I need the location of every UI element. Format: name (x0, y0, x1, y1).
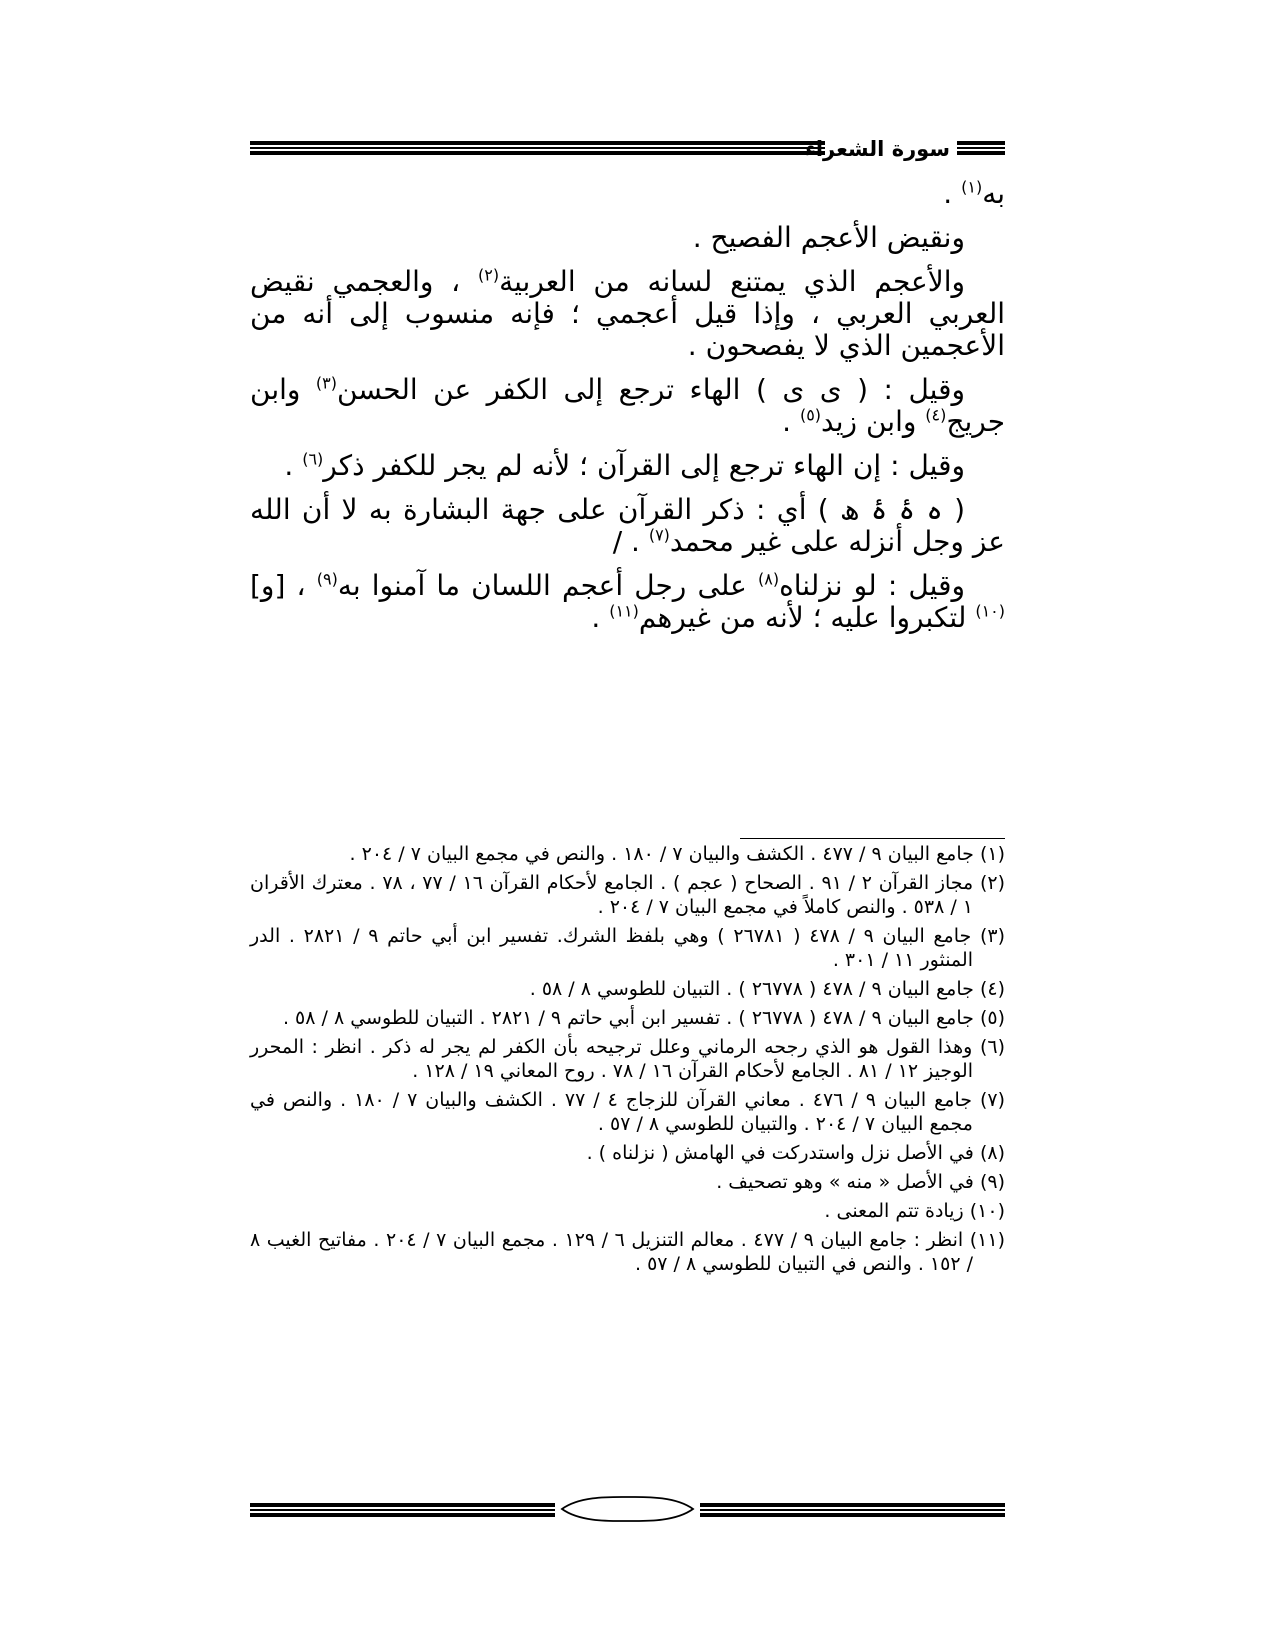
quran-glyphs-2: ہ ۂ ۂ ھ (840, 493, 943, 526)
surah-title: سورة الشعراء (805, 137, 950, 161)
footnote-ref-10: (١٠) (975, 601, 1005, 621)
footnote-ref-5: (٥) (799, 405, 822, 425)
header-rule-left (250, 141, 825, 156)
footnote-ref-8: (٨) (757, 569, 780, 589)
footnote-3: (٣) جامع البيان ٩ / ٤٧٨ ( ٢٦٧٨١ ) وهي بلفظ الشرك. تفسير ابن أبي حاتم ٩ / ٢٨٢١ . الدر المنثور ١١ / ٣٠١ . (250, 925, 1006, 971)
footnote-8: (٨) في الأصل نزل واستدركت في الهامش ( نزلناه ) . (586, 1142, 1005, 1164)
footnote-ref-6: (٦) (302, 449, 324, 469)
page-footer-ornament (250, 1494, 1005, 1524)
footnote-5: (٥) جامع البيان ٩ / ٤٧٨ ( ٢٦٧٧٨ ) . تفسير ابن أبي حاتم ٩ / ٢٨٢١ . التبيان للطوسي ٨ / ٥٨ . (282, 1007, 1005, 1029)
footnote-ref-9: (٩) (316, 569, 338, 589)
footnote-4: (٤) جامع البيان ٩ / ٤٧٨ ( ٢٦٧٧٨ ) . التبيان للطوسي ٨ / ٥٨ . (529, 978, 1005, 1000)
paragraph-2: ونقيض الأعجم الفصيح . (692, 221, 965, 254)
footnotes (250, 842, 1005, 1281)
footnote-ref-1: (١) (961, 177, 983, 197)
footnote-ref-3: (٣) (315, 373, 337, 393)
footer-oval-ornament (560, 1494, 695, 1524)
footer-rule-left (250, 1503, 555, 1519)
footnote-ref-4: (٤) (925, 405, 947, 425)
footnote-6: (٦) وهذا القول هو الذي رجحه الرماني وعلل ترجيحه بأن الكفر لم يجر له ذكر . انظر : المحرر الوجيز ١٢ / ٨١ . الجامع لأحكام القرآن ١٦ / ٧٨ . روح المعاني ١٩ / ١٢٨ . (250, 1036, 1005, 1082)
header-rule-right (957, 141, 1005, 156)
footnote-ref-11: (١١) (609, 601, 639, 621)
paragraph-3: والأعجم الذي يمتنع لسانه من العربية$^{(٢)}$ ، والعجمي نقيض العربي العربي ، وإذا قيل أعجمي ؛ فإنه منسوب إلى أنه من الأعجمين الذي لا يفصحون . (250, 265, 1005, 362)
paragraph-7: وقيل : لو نزلناه$^{(٨)}$ على رجل أعجم اللسان ما آمنوا به$^{(٩)}$ ، [و]$^{(١٠)}$ لتكبروا عليه ؛ لأنه من غيرهم$^{(١١)}$ . (250, 569, 1005, 634)
footnote-10: (١٠) زيادة تتم المعنى . (824, 1200, 1005, 1222)
footnote-7: (٧) جامع البيان ٩ / ٤٧٦ . معاني القرآن للزجاج ٤ / ٧٧ . الكشف والبيان ٧ / ١٨٠ . والنص في مجمع البيان ٧ / ٢٠٤ . والتبيان للطوسي ٨ / ٥٧ . (250, 1089, 1006, 1135)
footnote-ref-2: (٢) (478, 265, 500, 285)
page-header (250, 136, 1005, 162)
footnote-2: (٢) مجاز القرآن ٢ / ٩١ . الصحاح ( عجم ) . الجامع لأحكام القرآن ١٦ / ٧٧ ، ٧٨ . معترك الأقران ١ / ٥٣٨ . والنص كاملاً في مجمع البيان ٧ / ٢٠٤ . (250, 872, 1006, 918)
main-text (250, 178, 1005, 646)
footer-rule-right (700, 1503, 1005, 1519)
paragraph-6: ( ہ ۂ ۂ ھ ) أي : ذكر القرآن على جهة البشارة به لا أن الله عز وجل أنزله على غير محمد$^{(٧)}$ . / (250, 493, 1005, 558)
footnote-11: (١١) انظر : جامع البيان ٩ / ٤٧٧ . معالم التنزيل ٦ / ١٢٩ . مجمع البيان ٧ / ٢٠٤ . مفاتيح الغيب ٨ / ١٥٢ . والنص في التبيان للطوسي ٨ / ٥٧ . (250, 1229, 1006, 1275)
paragraph-4: وقيل : ( ى ى ) الهاء ترجع إلى الكفر عن الحسن$^{(٣)}$ وابن جريج$^{(٤)}$ وابن زيد$^{(٥)}$ . (250, 373, 1005, 438)
footnote-ref-7: (٧) (648, 525, 670, 545)
paragraph-1: به$^{(١)}$ . (943, 177, 1005, 210)
footnote-9: (٩) في الأصل « منه » وهو تصحيف . (716, 1171, 1005, 1193)
footnote-1: (١) جامع البيان ٩ / ٤٧٧ . الكشف والبيان ٧ / ١٨٠ . والنص في مجمع البيان ٧ / ٢٠٤ . (349, 843, 1005, 865)
paragraph-5: وقيل : إن الهاء ترجع إلى القرآن ؛ لأنه لم يجر للكفر ذكر$^{(٦)}$ . (284, 449, 965, 482)
footnote-separator (740, 838, 1005, 839)
quran-glyphs-1: ى ى (782, 373, 842, 406)
